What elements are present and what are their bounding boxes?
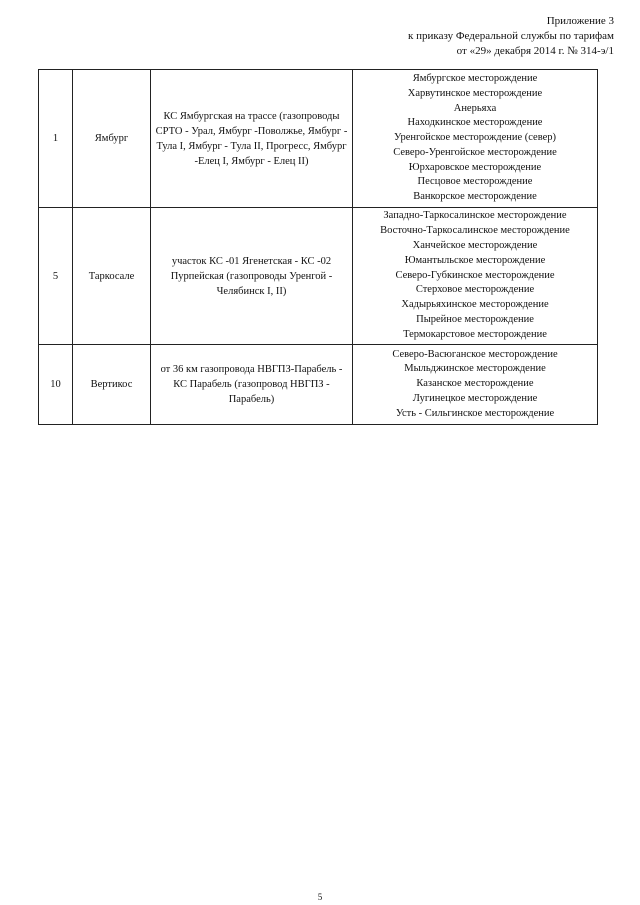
fields-list [353,70,598,208]
field-item: Ямбургское месторождение [412,72,538,84]
fields-list [353,208,598,345]
field-item: Северо-Губкинское месторождение [395,269,555,281]
field-item: Термокарстовое месторождение [403,328,547,340]
document-header [408,14,614,59]
table-row [39,70,598,208]
field-item: Западно-Таркосалинское месторождение [383,210,567,222]
row-number: 5 [39,208,73,345]
field-item: Лугинецкое месторождение [412,392,538,404]
field-item: Северо-Уренгойское месторождение [393,146,557,158]
field-item: Пырейное месторождение [416,313,534,325]
point-name: Таркосале [73,208,151,345]
field-item: Ванкорское месторождение [413,191,537,203]
field-item: Ханчейское месторождение [412,240,538,251]
route-description: участок КС -01 Ягенетская - КС -02 Пурпейская (газопроводы Уренгой - Челябинск I, II) [151,208,353,345]
route-description: от 36 км газопровода НВГПЗ-Парабель - КС Парабель (газопровод НВГПЗ - Парабель) [151,345,353,425]
field-item: Находкинское месторождение [407,117,543,129]
field-item: Северо-Васюганское месторождение [392,348,558,360]
field-item: Усть - Сильгинское месторождение [395,407,555,419]
field-item: Хадырьяхинское месторождение [401,299,549,311]
field-item: Песцовое месторождение [417,176,533,188]
order-date-number: от «29» декабря 2014 г. № 314-э/1 [456,45,614,57]
field-item: Юрхаровское месторождение [408,161,542,173]
field-item: Казанское месторождение [416,378,534,390]
field-item: Анерьяха [453,102,497,114]
table-row [39,208,598,345]
gas-points-table [38,69,598,425]
field-item: Стерховое месторождение [415,284,535,296]
route-description: КС Ямбургская на трассе (газопроводы СРТО - Урал, Ямбург -Поволжье, Ямбург - Тула I, Ямбург - Тула II, Прогресс, Ямбург -Елец I, Ямбург - Елец II) [151,70,353,208]
field-item: Харвутинское месторождение [407,87,543,99]
appendix-label: Приложение 3 [546,15,614,27]
field-item: Уренгойское месторождение (север) [393,132,557,144]
page-number: 5 [317,892,323,902]
point-name: Вертикос [73,345,151,425]
field-item: Восточно-Таркосалинское месторождение [380,225,570,237]
row-number: 10 [39,345,73,425]
fields-list [353,345,598,425]
table-row [39,345,598,425]
point-name: Ямбург [73,70,151,208]
order-reference: к приказу Федеральной службы по тарифам [408,30,614,42]
field-item: Юмантыльское месторождение [404,254,546,266]
field-item: Мыльджинское месторождение [404,363,546,375]
row-number: 1 [39,70,73,208]
